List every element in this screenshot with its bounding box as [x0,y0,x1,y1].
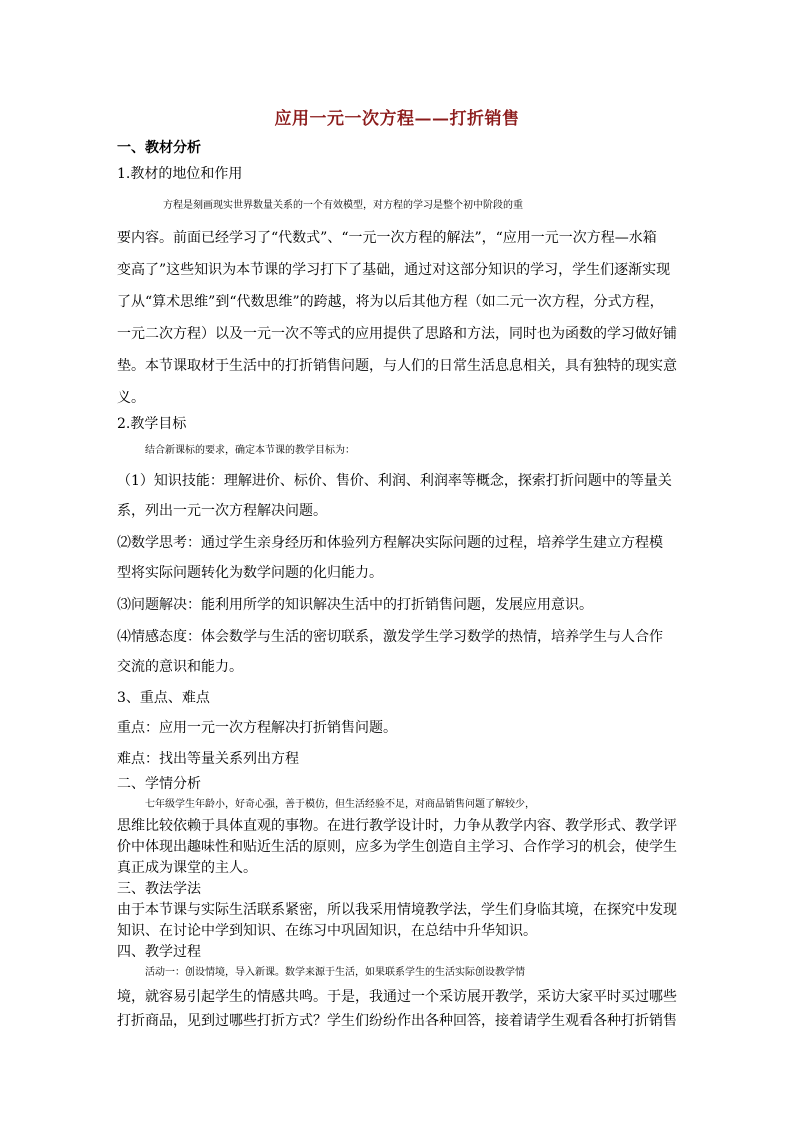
paragraph-line: 知识、在讨论中学到知识、在练习中巩固知识，在总结中升华知识。 [117,923,537,939]
subheading: 3、重点、难点 [117,690,210,706]
paragraph-line: 由于本节课与实际生活联系紧密，所以我采用情境教学法，学生们身临其境，在探究中发现 [117,902,677,918]
paragraph-line: 方程是刻画现实世界数量关系的一个有效模型，对方程的学习是整个初中阶段的重 [163,200,523,211]
paragraph-line: ⑷情感态度：体会数学与生活的密切联系，激发学生学习数学的热情，培养学生与人合作 [117,629,663,645]
paragraph-line: 思维比较依赖于具体直观的事物。在进行教学设计时，力争从教学内容、教学形式、教学评 [117,818,677,834]
paragraph-line: 价中体现出趣味性和贴近生活的原则，应多为学生创造自主学习、合作学习的机会，使学生 [117,839,677,855]
paragraph-line: ⑶问题解决：能利用所学的知识解决生活中的打折销售问题，发展应用意识。 [117,597,593,613]
paragraph-line: 型将实际问题转化为数学问题的化归能力。 [117,565,383,581]
paragraph-line: 垫。本节课取材于生活中的打折销售问题，与人们的日常生活息息相关，具有独特的现实意 [117,358,677,374]
paragraph-line: 变高了”这些知识为本节课的学习打下了基础，通过对这部分知识的学习，学生们逐渐实现 [117,262,671,278]
paragraph-line: （1）知识技能：理解进价、标价、售价、利润、利润率等概念，探索打折问题中的等量关 [117,473,672,489]
paragraph-line: 要内容。前面已经学习了“代数式”、“一元一次方程的解法”，“应用一元一次方程—水箱 [117,230,657,246]
paragraph-line: 结合新课标的要求，确定本节课的教学目标为： [145,445,355,456]
paragraph-line: 境，就容易引起学生的情感共鸣。于是，我通过一个采访展开教学，采访大家平时买过哪些 [117,989,677,1005]
paragraph-line: 真正成为课堂的主人。 [117,860,257,876]
section-heading: 三、教法学法 [117,881,201,897]
subheading: 1.教材的地位和作用 [117,166,243,182]
paragraph-line: 一元二次方程）以及一元一次不等式的应用提供了思路和方法，同时也为函数的学习做好铺 [117,326,677,342]
paragraph-line: 活动一：创设情境，导入新课。数学来源于生活，如果联系学生的生活实际创设教学情 [145,967,525,978]
section-heading-1: 一、教材分析 [117,140,201,156]
document-title: 应用一元一次方程——打折销售 [274,109,520,129]
paragraph-line: 七年级学生年龄小，好奇心强，善于模仿，但生活经验不足，对商品销售问题了解较少， [145,799,535,810]
paragraph-line: 义。 [117,390,145,406]
paragraph-line: 系，列出一元一次方程解决问题。 [117,503,327,519]
paragraph-line: 了从“算术思维”到“代数思维”的跨越，将为以后其他方程（如二元一次方程，分式方程， [117,294,664,310]
paragraph-line: ⑵数学思考：通过学生亲身经历和体验列方程解决实际问题的过程，培养学生建立方程模 [117,535,663,551]
paragraph-line: 重点：应用一元一次方程解决打折销售问题。 [117,720,397,736]
section-heading: 二、学情分析 [117,776,201,792]
subheading: 2.教学目标 [117,416,187,432]
section-heading: 四、教学过程 [117,944,201,960]
paragraph-line: 难点：找出等量关系列出方程 [117,751,299,767]
paragraph-line: 打折商品，见到过哪些打折方式？学生们纷纷作出各种回答，接着请学生观看各种打折销售 [117,1013,677,1029]
paragraph-line: 交流的意识和能力。 [117,659,243,675]
